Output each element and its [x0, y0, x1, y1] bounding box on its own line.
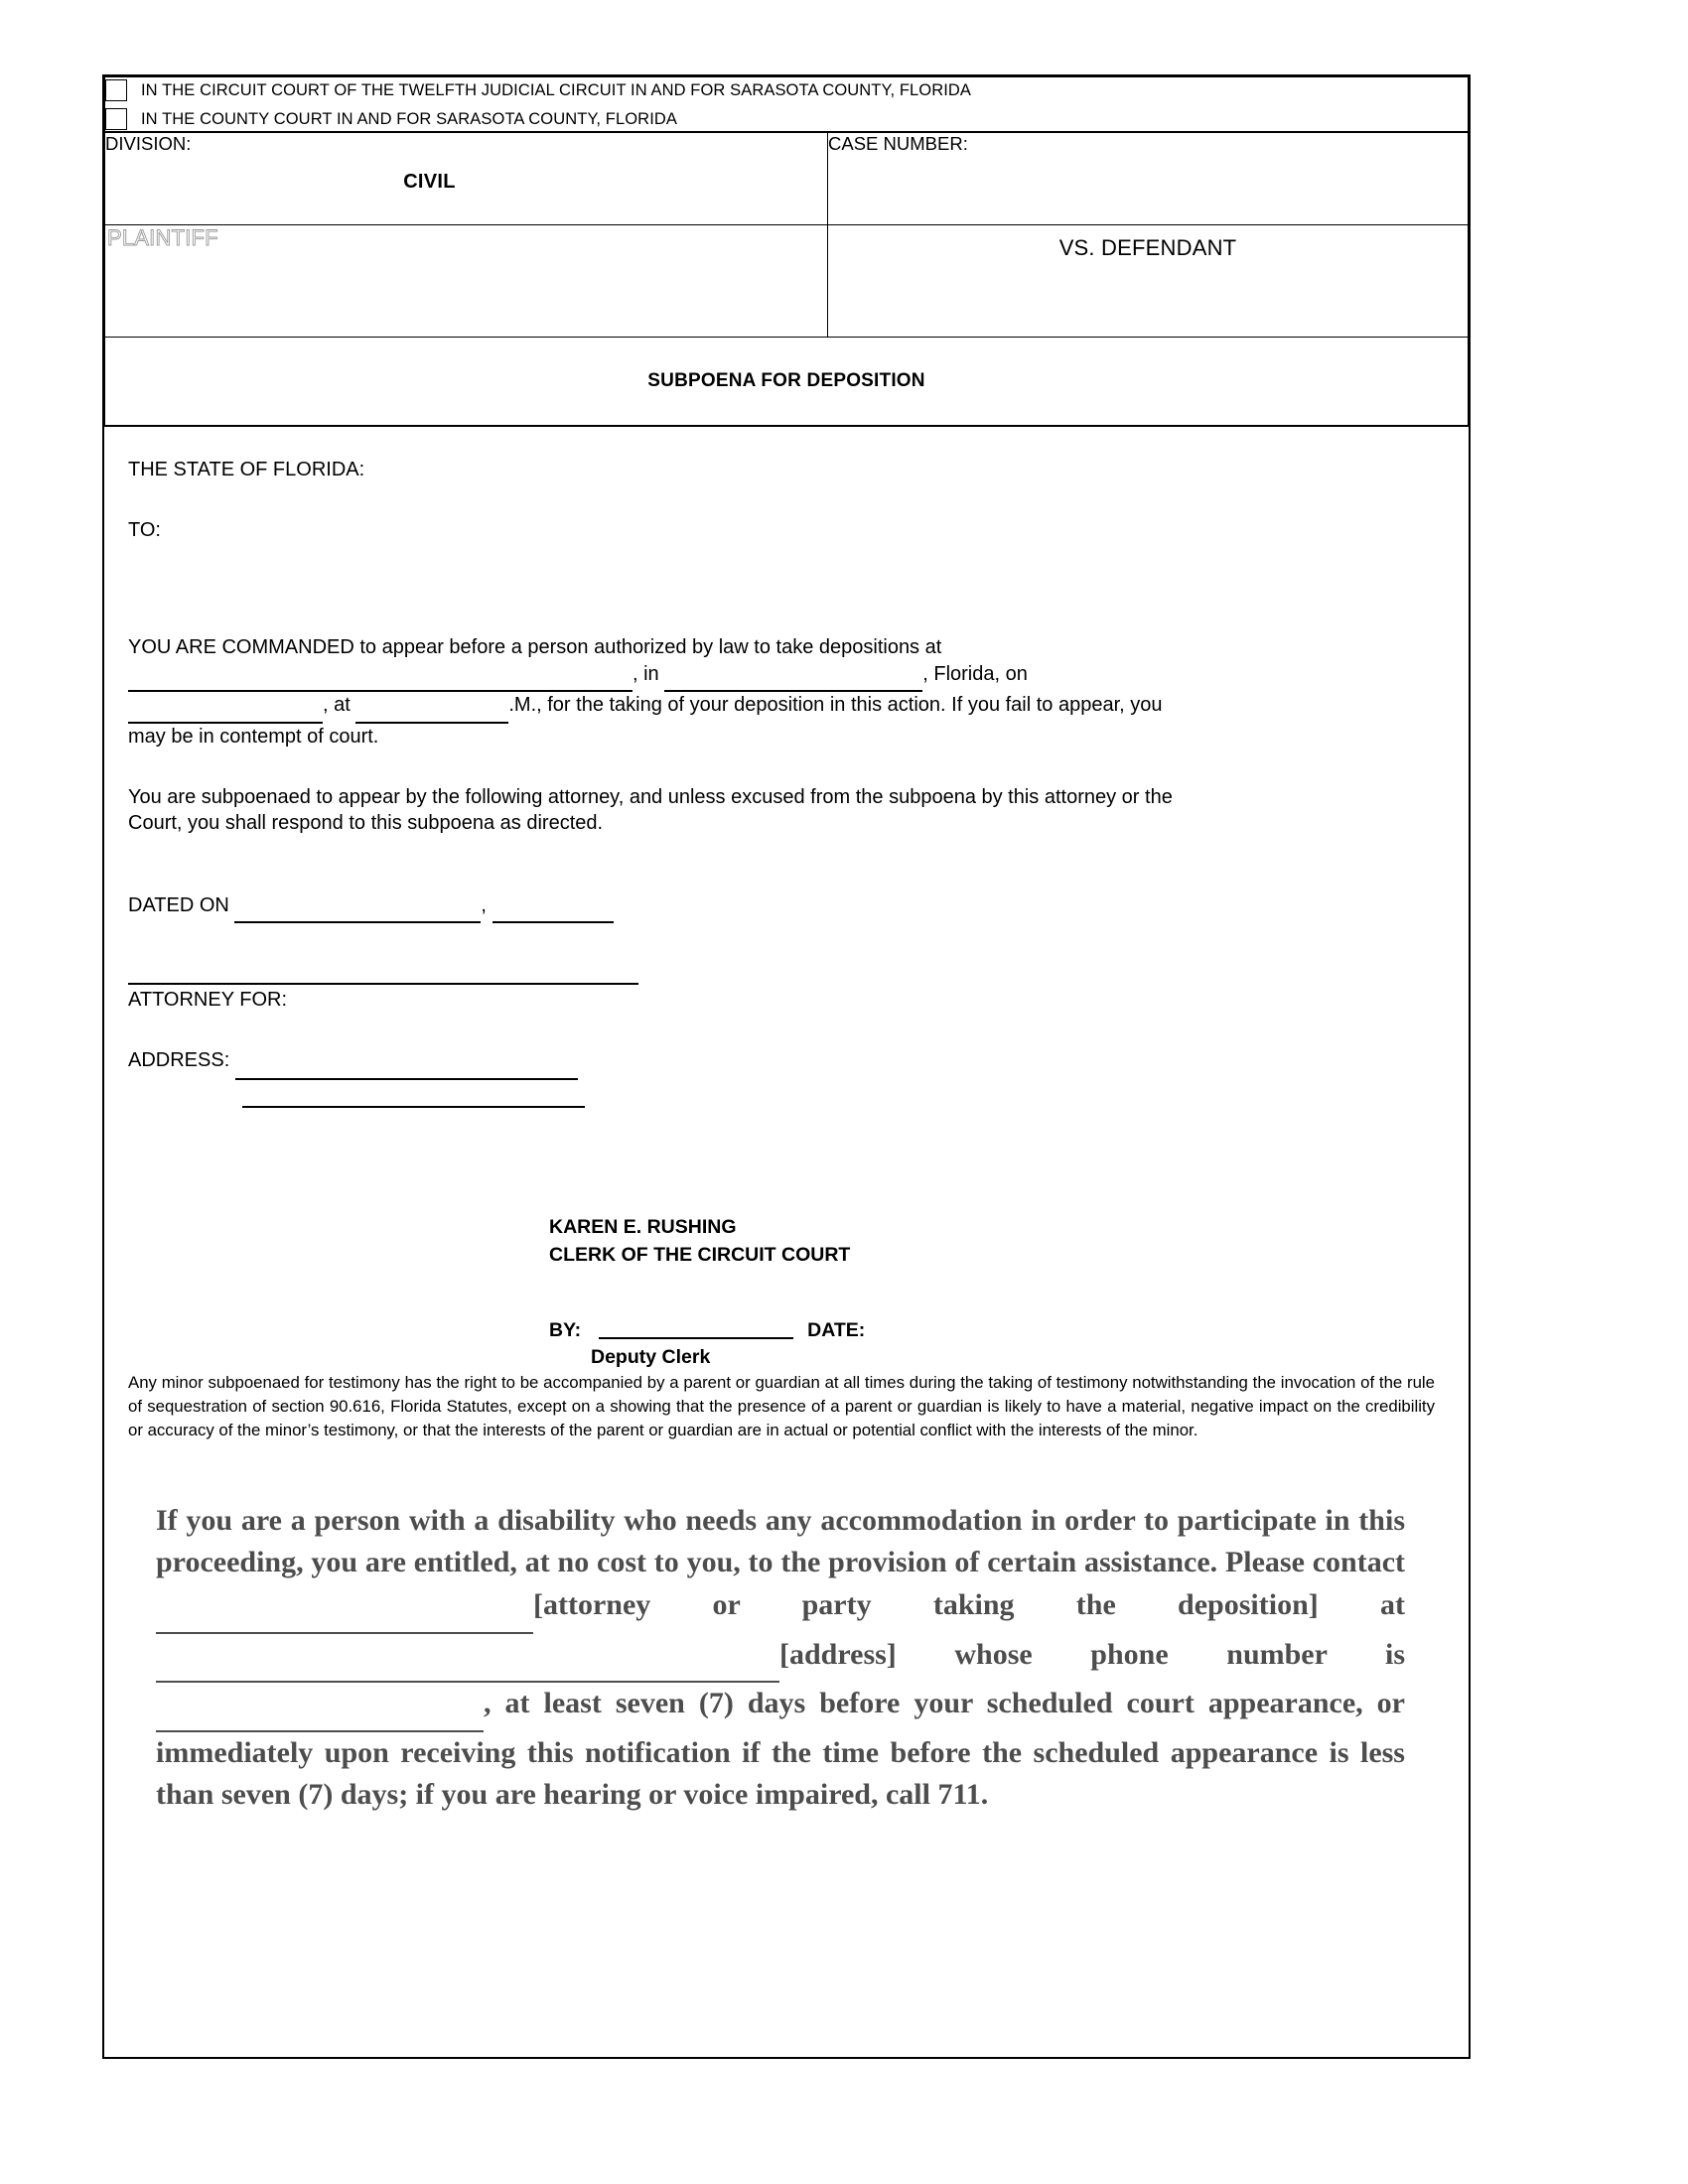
- deputy-clerk-caption: Deputy Clerk: [591, 1346, 711, 1369]
- state-of-florida-line: THE STATE OF FLORIDA:: [128, 459, 365, 480]
- dated-on-comma: ,: [481, 893, 487, 916]
- ada-notice-part-2: [attorney or party taking the deposition] at: [533, 1587, 1405, 1621]
- document-title-row: [105, 338, 1469, 427]
- clerk-by-row: [549, 1316, 1435, 1344]
- command-line-2: [128, 661, 1435, 693]
- dated-on-date-field[interactable]: [234, 895, 481, 924]
- clerk-by-label: BY:: [549, 1319, 582, 1342]
- deposition-date-field[interactable]: [128, 695, 323, 724]
- deputy-clerk-signature-field[interactable]: [599, 1337, 793, 1339]
- ada-notice-paragraph: [156, 1500, 1405, 1817]
- checkbox-icon-county-court[interactable]: [105, 108, 127, 130]
- command-line-3-b: .M., for the taking of your deposition in this action. If you fail to appear, you: [508, 694, 1163, 717]
- ada-notice-part-4: , at least seven (7) days before your scheduled court appearance, or immediately upon receiving this notification if the time before the scheduled appearance is less than seven (7) days; if you are hearing or voice impaired, call 711.: [156, 1687, 1405, 1812]
- minor-notice-paragraph: Any minor subpoenaed for testimony has the right to be accompanied by a parent or guardian at all times during the taking of testimony notwithstanding the invocation of the rule of sequestration of section 90.616, Florida Statutes, except on a showing that the presence of a parent or guardian is likely to have a material, negative impact on the credibility or accuracy of the minor’s testimony, or that the interests of the parent or guardian are in actual or potential conflict with the interests of the minor.: [128, 1373, 1435, 1439]
- court-option-county-label: IN THE COUNTY COURT IN AND FOR SARASOTA COUNTY, FLORIDA: [141, 109, 678, 128]
- court-option-circuit-label: IN THE CIRCUIT COURT OF THE TWELFTH JUDICIAL CIRCUIT IN AND FOR SARASOTA COUNTY, FLORIDA: [141, 80, 972, 99]
- court-selection-row: [105, 77, 1469, 133]
- division-cell: [105, 132, 828, 225]
- command-line-3-a: , at: [323, 694, 351, 717]
- court-selection-cell: [105, 77, 1469, 133]
- case-caption-table: [104, 76, 1469, 427]
- command-line-1: YOU ARE COMMANDED to appear before a person authorized by law to take depositions at: [128, 636, 942, 659]
- clerk-block: [128, 1213, 1435, 1345]
- court-option-county[interactable]: [105, 108, 1468, 130]
- command-line-3: [128, 692, 1435, 724]
- division-label: DIVISION:: [105, 133, 192, 154]
- ada-notice-part-1: If you are a person with a disability who needs any accommodation in order to participate in this proceeding, you are entitled, at no cost to you, to the provision of certain assistance. Please contact: [156, 1503, 1405, 1579]
- command-line-2-end: , Florida, on: [922, 662, 1028, 685]
- command-line-2-mid: , in: [633, 662, 659, 685]
- page-title: SUBPOENA FOR DEPOSITION: [647, 370, 925, 391]
- clerk-name: KAREN E. RUSHING: [549, 1215, 737, 1238]
- command-line-4: may be in contempt of court.: [128, 725, 379, 748]
- address-field-line-1[interactable]: [235, 1051, 578, 1080]
- document-body: [104, 427, 1469, 1817]
- parties-row: [105, 225, 1469, 338]
- ada-contact-address-field[interactable]: [156, 1639, 779, 1684]
- plaintiff-label: PLAINTIFF: [107, 225, 218, 250]
- ada-contact-name-field[interactable]: [156, 1589, 533, 1634]
- clerk-title: CLERK OF THE CIRCUIT COURT: [549, 1243, 851, 1266]
- deposition-city-field[interactable]: [664, 664, 922, 693]
- defendant-cell[interactable]: [828, 225, 1469, 338]
- defendant-label: VS. DEFENDANT: [1058, 235, 1237, 260]
- document-title-cell: [105, 338, 1469, 427]
- clerk-date-label: DATE:: [807, 1319, 866, 1342]
- attorney-signature-rule[interactable]: [128, 983, 638, 985]
- attorney-notice-line-1: You are subpoenaed to appear by the following attorney, and unless excused from the subpoena by this attorney or the: [128, 785, 1173, 808]
- dated-on-label: DATED ON: [128, 893, 229, 916]
- division-case-row: [105, 132, 1469, 225]
- to-label: TO:: [128, 518, 161, 541]
- checkbox-icon-circuit-court[interactable]: [105, 79, 127, 101]
- court-option-circuit[interactable]: [105, 79, 1468, 101]
- case-number-cell[interactable]: [828, 132, 1469, 225]
- address-label: ADDRESS:: [128, 1048, 230, 1071]
- attorney-notice-line-2: Court, you shall respond to this subpoena as directed.: [128, 812, 604, 835]
- deposition-time-field[interactable]: [355, 695, 508, 724]
- attorney-for-label: ATTORNEY FOR:: [128, 989, 288, 1012]
- ada-notice-part-3: [address] whose phone number is: [779, 1637, 1405, 1671]
- case-number-label: CASE NUMBER:: [828, 133, 968, 154]
- dated-on-year-field[interactable]: [492, 895, 614, 924]
- ada-contact-phone-field[interactable]: [156, 1688, 484, 1732]
- division-value: CIVIL: [403, 171, 456, 193]
- plaintiff-cell[interactable]: [105, 225, 828, 338]
- document-page: [102, 74, 1471, 2059]
- address-field-line-2[interactable]: [242, 1106, 585, 1108]
- address-row: [128, 1047, 1435, 1080]
- deposition-location-field[interactable]: [128, 664, 633, 693]
- dated-on-row: [128, 892, 1435, 924]
